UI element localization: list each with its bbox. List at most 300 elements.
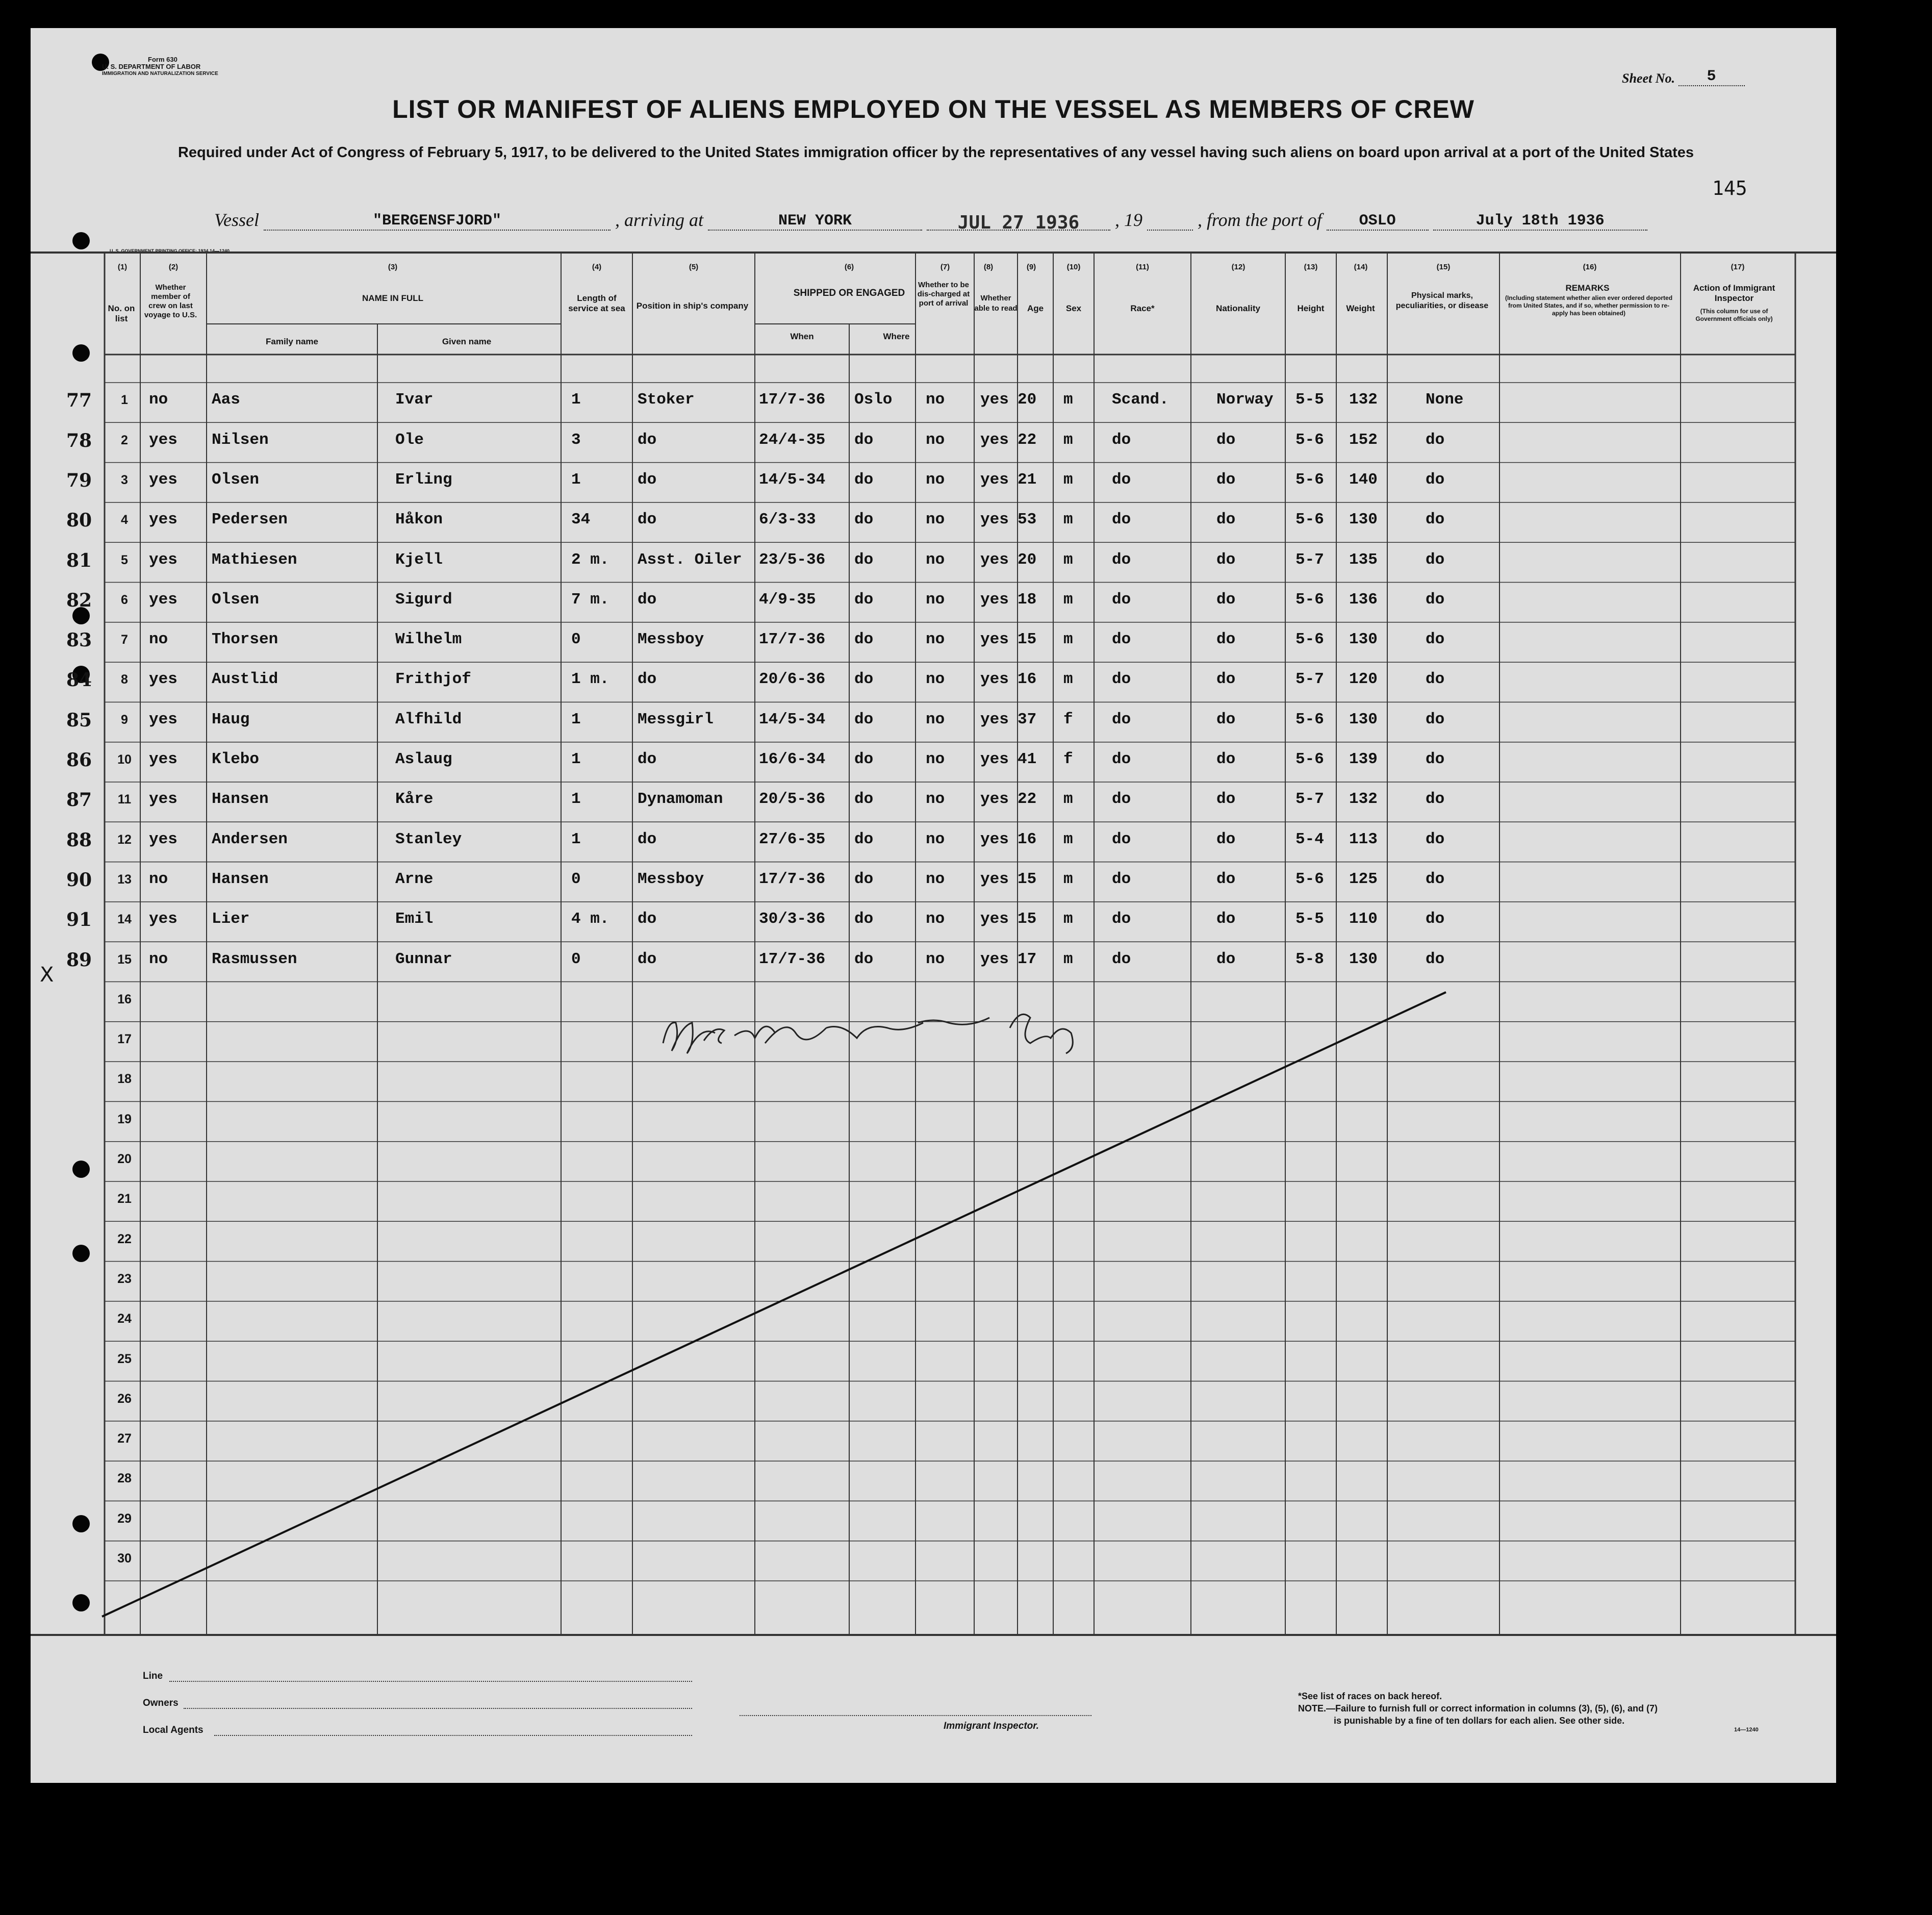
- cell-where: do: [854, 550, 874, 569]
- cell-where: do: [854, 790, 874, 809]
- cell-member: yes: [149, 750, 177, 768]
- cell-read: yes: [980, 950, 1009, 968]
- header-member: Whether member of crew on last voyage to U.S.: [144, 283, 197, 319]
- cell-nationality: do: [1216, 710, 1236, 728]
- cell-when: 17/7-36: [759, 870, 826, 888]
- cell-sex: m: [1063, 790, 1073, 809]
- cell-length: 1: [571, 830, 581, 848]
- cell-sex: m: [1063, 870, 1073, 888]
- cell-where: do: [854, 631, 874, 649]
- header-able-read: Whether able to read: [974, 294, 1018, 313]
- cell-nationality: do: [1216, 950, 1236, 968]
- cell-nationality: do: [1216, 910, 1236, 928]
- cell-read: yes: [980, 710, 1009, 728]
- cell-physical: do: [1426, 631, 1445, 649]
- cell-length: 1: [571, 710, 581, 728]
- cell-read: yes: [980, 511, 1009, 529]
- row-number: 26: [117, 1391, 132, 1406]
- note-failure: NOTE.—Failure to furnish full or correct information in columns (3), (5), (6), and (7): [1298, 1703, 1658, 1714]
- header-remarks: REMARKS: [1565, 283, 1610, 293]
- cell-age: 37: [1018, 710, 1037, 728]
- cell-family: Pedersen: [212, 511, 288, 529]
- cell-length: 1: [571, 790, 581, 809]
- row-number: 23: [117, 1271, 132, 1286]
- cell-height: 5-4: [1295, 830, 1324, 848]
- cell-when: 20/6-36: [759, 670, 826, 689]
- cell-read: yes: [980, 830, 1009, 848]
- cell-when: 24/4-35: [759, 431, 826, 449]
- cell-discharged: no: [926, 590, 945, 609]
- cell-position: do: [638, 830, 657, 848]
- cell-given: Kjell: [395, 550, 443, 569]
- cell-race: do: [1112, 550, 1131, 569]
- row-number: 3: [121, 472, 128, 487]
- cell-position: Messboy: [638, 631, 704, 649]
- cell-position: do: [638, 470, 657, 489]
- cell-height: 5-6: [1295, 710, 1324, 728]
- cell-given: Ivar: [395, 391, 434, 409]
- column-number: (3): [388, 263, 398, 271]
- cell-age: 18: [1018, 590, 1037, 609]
- cell-given: Aslaug: [395, 750, 452, 768]
- cell-position: Messgirl: [638, 710, 714, 728]
- column-number: (12): [1231, 263, 1245, 271]
- cell-where: do: [854, 950, 874, 968]
- cell-age: 53: [1018, 511, 1037, 529]
- cell-race: do: [1112, 670, 1131, 689]
- list-number: 83: [66, 629, 92, 651]
- cell-read: yes: [980, 631, 1009, 649]
- cell-member: yes: [149, 830, 177, 848]
- cell-race: do: [1112, 710, 1131, 728]
- column-number: (7): [940, 263, 950, 271]
- cell-when: 30/3-36: [759, 910, 826, 928]
- cell-weight: 152: [1349, 431, 1378, 449]
- row-number: 27: [117, 1431, 132, 1446]
- column-number: (4): [592, 263, 602, 271]
- footer-line-blank: [169, 1680, 692, 1682]
- cell-family: Hansen: [212, 790, 269, 809]
- cell-sex: m: [1063, 511, 1073, 529]
- row-number: 18: [117, 1072, 132, 1087]
- cell-sex: f: [1063, 710, 1073, 728]
- cell-read: yes: [980, 590, 1009, 609]
- column-number: (1): [117, 263, 128, 271]
- cell-discharged: no: [926, 550, 945, 569]
- cell-family: Hansen: [212, 870, 269, 888]
- cell-nationality: do: [1216, 631, 1236, 649]
- header-no-on-list: No. on list: [108, 304, 135, 323]
- x-mark: X: [40, 963, 54, 987]
- year-label: , 19: [1115, 210, 1142, 230]
- page-number: 145: [1712, 177, 1747, 199]
- cell-when: 14/5-34: [759, 710, 826, 728]
- list-number: 90: [66, 869, 92, 891]
- cell-race: do: [1112, 790, 1131, 809]
- row-number: 22: [117, 1231, 132, 1246]
- list-number: 87: [66, 789, 92, 811]
- cell-when: 4/9-35: [759, 590, 816, 609]
- cell-where: do: [854, 670, 874, 689]
- service: IMMIGRATION AND NATURALIZATION SERVICE: [102, 71, 218, 77]
- footer-owners-blank: [184, 1707, 692, 1709]
- cell-member: yes: [149, 431, 177, 449]
- header-where: Where: [883, 332, 910, 341]
- cell-when: 16/6-34: [759, 750, 826, 768]
- list-number: 91: [66, 909, 92, 931]
- cell-when: 14/5-34: [759, 470, 826, 489]
- cell-sex: m: [1063, 470, 1073, 489]
- cell-nationality: do: [1216, 590, 1236, 609]
- cell-discharged: no: [926, 470, 945, 489]
- sheet-value: 5: [1679, 68, 1745, 86]
- cell-age: 15: [1018, 910, 1037, 928]
- cell-weight: 130: [1349, 631, 1378, 649]
- header-height: Height: [1297, 304, 1325, 313]
- cell-family: Haug: [212, 710, 250, 728]
- form-number: Form 630: [148, 56, 177, 63]
- cell-member: no: [149, 950, 168, 968]
- cell-race: do: [1112, 590, 1131, 609]
- cell-race: do: [1112, 511, 1131, 529]
- column-number: (11): [1136, 263, 1149, 271]
- cell-family: Austlid: [212, 670, 278, 689]
- cell-sex: m: [1063, 670, 1073, 689]
- column-number: (15): [1436, 263, 1451, 271]
- cell-where: do: [854, 750, 874, 768]
- department: U. S. DEPARTMENT OF LABOR: [102, 63, 201, 70]
- cell-height: 5-8: [1295, 950, 1324, 968]
- cell-member: yes: [149, 470, 177, 489]
- cell-length: 3: [571, 431, 581, 449]
- cell-member: yes: [149, 550, 177, 569]
- cell-nationality: do: [1216, 750, 1236, 768]
- header-length: Length of service at sea: [568, 293, 625, 313]
- cell-member: yes: [149, 590, 177, 609]
- header-family-name: Family name: [266, 337, 318, 346]
- cell-given: Emil: [395, 910, 434, 928]
- cell-family: Lier: [212, 910, 250, 928]
- cell-age: 21: [1018, 470, 1037, 489]
- cell-position: do: [638, 750, 657, 768]
- header-nationality: Nationality: [1216, 304, 1260, 313]
- cell-age: 22: [1018, 790, 1037, 809]
- cell-discharged: no: [926, 870, 945, 888]
- cell-sex: m: [1063, 550, 1073, 569]
- column-number: (10): [1066, 263, 1081, 271]
- footer-line-label: Line: [143, 1671, 163, 1681]
- departure-date: July 18th 1936: [1433, 212, 1647, 231]
- manifest-sheet: [31, 28, 1836, 1783]
- header-weight: Weight: [1346, 304, 1375, 313]
- cell-length: 1: [571, 391, 581, 409]
- cell-given: Frithjof: [395, 670, 471, 689]
- cell-age: 15: [1018, 870, 1037, 888]
- cell-nationality: do: [1216, 511, 1236, 529]
- header-shipped: SHIPPED OR ENGAGED: [793, 288, 905, 298]
- cell-member: yes: [149, 790, 177, 809]
- cell-nationality: do: [1216, 790, 1236, 809]
- cell-weight: 113: [1349, 830, 1378, 848]
- cell-nationality: Norway: [1216, 391, 1274, 409]
- cell-member: yes: [149, 710, 177, 728]
- cell-sex: m: [1063, 431, 1073, 449]
- cell-physical: do: [1426, 511, 1445, 529]
- cell-discharged: no: [926, 511, 945, 529]
- cell-physical: do: [1426, 950, 1445, 968]
- vessel-label: Vessel: [214, 210, 259, 230]
- list-number: 89: [66, 949, 92, 971]
- cell-weight: 132: [1349, 790, 1378, 809]
- row-number: 19: [117, 1112, 132, 1126]
- cell-height: 5-5: [1295, 391, 1324, 409]
- form-code: 14—1240: [1734, 1727, 1759, 1733]
- cell-position: do: [638, 431, 657, 449]
- cell-read: yes: [980, 910, 1009, 928]
- list-number: 86: [66, 749, 92, 771]
- cell-weight: 130: [1349, 950, 1378, 968]
- cell-discharged: no: [926, 631, 945, 649]
- cell-discharged: no: [926, 670, 945, 689]
- footer-owners-label: Owners: [143, 1698, 179, 1708]
- row-number: 16: [117, 992, 132, 1006]
- cell-weight: 130: [1349, 511, 1378, 529]
- row-number: 28: [117, 1471, 132, 1486]
- cell-discharged: no: [926, 790, 945, 809]
- row-number: 7: [121, 633, 128, 647]
- row-number: 14: [117, 912, 132, 927]
- cell-length: 0: [571, 631, 581, 649]
- cell-read: yes: [980, 670, 1009, 689]
- cell-physical: None: [1426, 391, 1464, 409]
- note-races: *See list of races on back hereof.: [1298, 1691, 1442, 1701]
- column-number: (5): [689, 263, 699, 271]
- cell-age: 41: [1018, 750, 1037, 768]
- list-number: 84: [66, 669, 92, 691]
- sheet-label: Sheet No.: [1622, 71, 1675, 86]
- footer-note: [1298, 1690, 1658, 1727]
- cell-height: 5-7: [1295, 550, 1324, 569]
- cell-family: Olsen: [212, 590, 260, 609]
- cell-age: 16: [1018, 830, 1037, 848]
- cell-height: 5-6: [1295, 470, 1324, 489]
- list-number: 81: [66, 549, 92, 571]
- cell-member: yes: [149, 511, 177, 529]
- cell-weight: 110: [1349, 910, 1378, 928]
- cell-physical: do: [1426, 830, 1445, 848]
- cell-family: Klebo: [212, 750, 260, 768]
- cell-weight: 125: [1349, 870, 1378, 888]
- cell-nationality: do: [1216, 550, 1236, 569]
- cell-discharged: no: [926, 431, 945, 449]
- footer-agents-blank: [214, 1734, 692, 1736]
- list-number: 80: [66, 510, 92, 532]
- column-number: (9): [1026, 263, 1036, 271]
- row-number: 29: [117, 1511, 132, 1526]
- cell-weight: 120: [1349, 670, 1378, 689]
- cell-nationality: do: [1216, 870, 1236, 888]
- cell-height: 5-6: [1295, 590, 1324, 609]
- list-number: 82: [66, 589, 92, 611]
- cell-when: 17/7-36: [759, 631, 826, 649]
- cancel-diagonal-line: [102, 992, 1446, 1617]
- cell-length: 1: [571, 750, 581, 768]
- cell-length: 1 m.: [571, 670, 609, 689]
- header-action: Action of Immigrant Inspector: [1693, 283, 1775, 303]
- cell-given: Kåre: [395, 790, 434, 809]
- cell-physical: do: [1426, 750, 1445, 768]
- cell-weight: 140: [1349, 470, 1378, 489]
- cell-discharged: no: [926, 391, 945, 409]
- cell-when: 17/7-36: [759, 391, 826, 409]
- cell-given: Ole: [395, 431, 424, 449]
- cell-position: Stoker: [638, 391, 695, 409]
- footer-agents-label: Local Agents: [143, 1725, 204, 1735]
- cell-height: 5-7: [1295, 670, 1324, 689]
- row-number: 25: [117, 1351, 132, 1366]
- cell-height: 5-7: [1295, 790, 1324, 809]
- cell-where: do: [854, 710, 874, 728]
- cell-physical: do: [1426, 431, 1445, 449]
- row-number: 12: [117, 832, 132, 847]
- cell-length: 34: [571, 511, 591, 529]
- cell-race: do: [1112, 910, 1131, 928]
- header-when: When: [790, 332, 814, 341]
- cell-member: yes: [149, 910, 177, 928]
- cell-read: yes: [980, 790, 1009, 809]
- row-number: 2: [121, 433, 128, 447]
- list-number: 85: [66, 709, 92, 731]
- row-number: 11: [117, 792, 132, 807]
- cell-where: do: [854, 431, 874, 449]
- cell-length: 0: [571, 950, 581, 968]
- cell-family: Aas: [212, 391, 240, 409]
- cell-read: yes: [980, 550, 1009, 569]
- cell-where: do: [854, 470, 874, 489]
- list-number: 88: [66, 829, 92, 851]
- cell-position: do: [638, 590, 657, 609]
- cell-read: yes: [980, 391, 1009, 409]
- row-number: 13: [117, 872, 132, 887]
- cell-where: do: [854, 870, 874, 888]
- cell-sex: m: [1063, 590, 1073, 609]
- header-discharged: Whether to be dis-charged at port of arrival: [917, 281, 970, 308]
- cell-weight: 136: [1349, 590, 1378, 609]
- row-number: 1: [121, 393, 128, 408]
- header-sex: Sex: [1065, 304, 1082, 313]
- cell-sex: m: [1063, 830, 1073, 848]
- cell-nationality: do: [1216, 431, 1236, 449]
- cell-length: 2 m.: [571, 550, 609, 569]
- header-given-name: Given name: [442, 337, 492, 346]
- column-number: (17): [1731, 263, 1745, 271]
- page-subtitle: Required under Act of Congress of February 5, 1917, to be delivered to the United States immigration officer by the representatives of any vessel having such aliens on board upon arrival at a port of the United States: [177, 144, 1694, 161]
- grid-lines: [31, 253, 1836, 1635]
- cell-when: 23/5-36: [759, 550, 826, 569]
- cell-nationality: do: [1216, 470, 1236, 489]
- cell-family: Rasmussen: [212, 950, 297, 968]
- cell-race: do: [1112, 750, 1131, 768]
- cell-discharged: no: [926, 910, 945, 928]
- cell-read: yes: [980, 470, 1009, 489]
- header-action-sub: (This column for use of Government officials only): [1695, 308, 1773, 322]
- cell-age: 22: [1018, 431, 1037, 449]
- cell-length: 0: [571, 870, 581, 888]
- row-number: 10: [117, 752, 132, 767]
- cell-discharged: no: [926, 750, 945, 768]
- cell-height: 5-6: [1295, 431, 1324, 449]
- cell-member: no: [149, 391, 168, 409]
- header-race: Race*: [1130, 304, 1155, 313]
- cell-family: Mathiesen: [212, 550, 297, 569]
- cell-physical: do: [1426, 870, 1445, 888]
- footer-inspector-blank: [740, 1714, 1091, 1716]
- row-number: 8: [121, 672, 128, 687]
- cell-physical: do: [1426, 550, 1445, 569]
- cell-sex: f: [1063, 750, 1073, 768]
- from-label: , from the port of: [1198, 210, 1322, 230]
- cell-given: Håkon: [395, 511, 443, 529]
- column-number: (8): [983, 263, 994, 271]
- cell-when: 6/3-33: [759, 511, 816, 529]
- cell-physical: do: [1426, 670, 1445, 689]
- cell-discharged: no: [926, 950, 945, 968]
- header-physical: Physical marks, peculiarities, or disease: [1395, 291, 1489, 310]
- cell-member: no: [149, 870, 168, 888]
- cell-age: 20: [1018, 550, 1037, 569]
- header-remarks-sub: (Including statement whether alien ever ordered deported from United States, and if so, whether permission to re-apply has been obtained): [1505, 294, 1673, 317]
- cell-length: 7 m.: [571, 590, 609, 609]
- cell-where: do: [854, 910, 874, 928]
- row-number: 20: [117, 1152, 132, 1166]
- cell-race: do: [1112, 631, 1131, 649]
- row-number: 17: [117, 1032, 132, 1047]
- cell-given: Gunnar: [395, 950, 452, 968]
- cell-read: yes: [980, 431, 1009, 449]
- column-number: (13): [1304, 263, 1318, 271]
- cell-sex: m: [1063, 910, 1073, 928]
- list-number: 77: [66, 390, 92, 412]
- arriving-label: , arriving at: [615, 210, 703, 230]
- column-number: (14): [1354, 263, 1368, 271]
- row-number: 30: [117, 1551, 132, 1566]
- cell-age: 20: [1018, 391, 1037, 409]
- cell-weight: 130: [1349, 710, 1378, 728]
- cell-height: 5-6: [1295, 870, 1324, 888]
- cell-member: yes: [149, 670, 177, 689]
- cell-position: do: [638, 511, 657, 529]
- row-number: 4: [121, 513, 128, 527]
- cell-read: yes: [980, 870, 1009, 888]
- vessel-name: "BERGENSFJORD": [264, 212, 611, 231]
- cell-position: do: [638, 910, 657, 928]
- cell-race: do: [1112, 470, 1131, 489]
- cell-where: do: [854, 590, 874, 609]
- cell-where: do: [854, 830, 874, 848]
- cell-age: 16: [1018, 670, 1037, 689]
- departure-port: OSLO: [1327, 212, 1429, 231]
- note-fine: is punishable by a fine of ten dollars for each alien. See other side.: [1334, 1716, 1625, 1726]
- cell-read: yes: [980, 750, 1009, 768]
- arrival-port: NEW YORK: [708, 212, 922, 231]
- header-age: Age: [1027, 304, 1044, 313]
- cell-where: do: [854, 511, 874, 529]
- cell-position: Messboy: [638, 870, 704, 888]
- cell-physical: do: [1426, 710, 1445, 728]
- list-number: 78: [66, 430, 92, 451]
- cell-given: Erling: [395, 470, 452, 489]
- cell-race: do: [1112, 431, 1131, 449]
